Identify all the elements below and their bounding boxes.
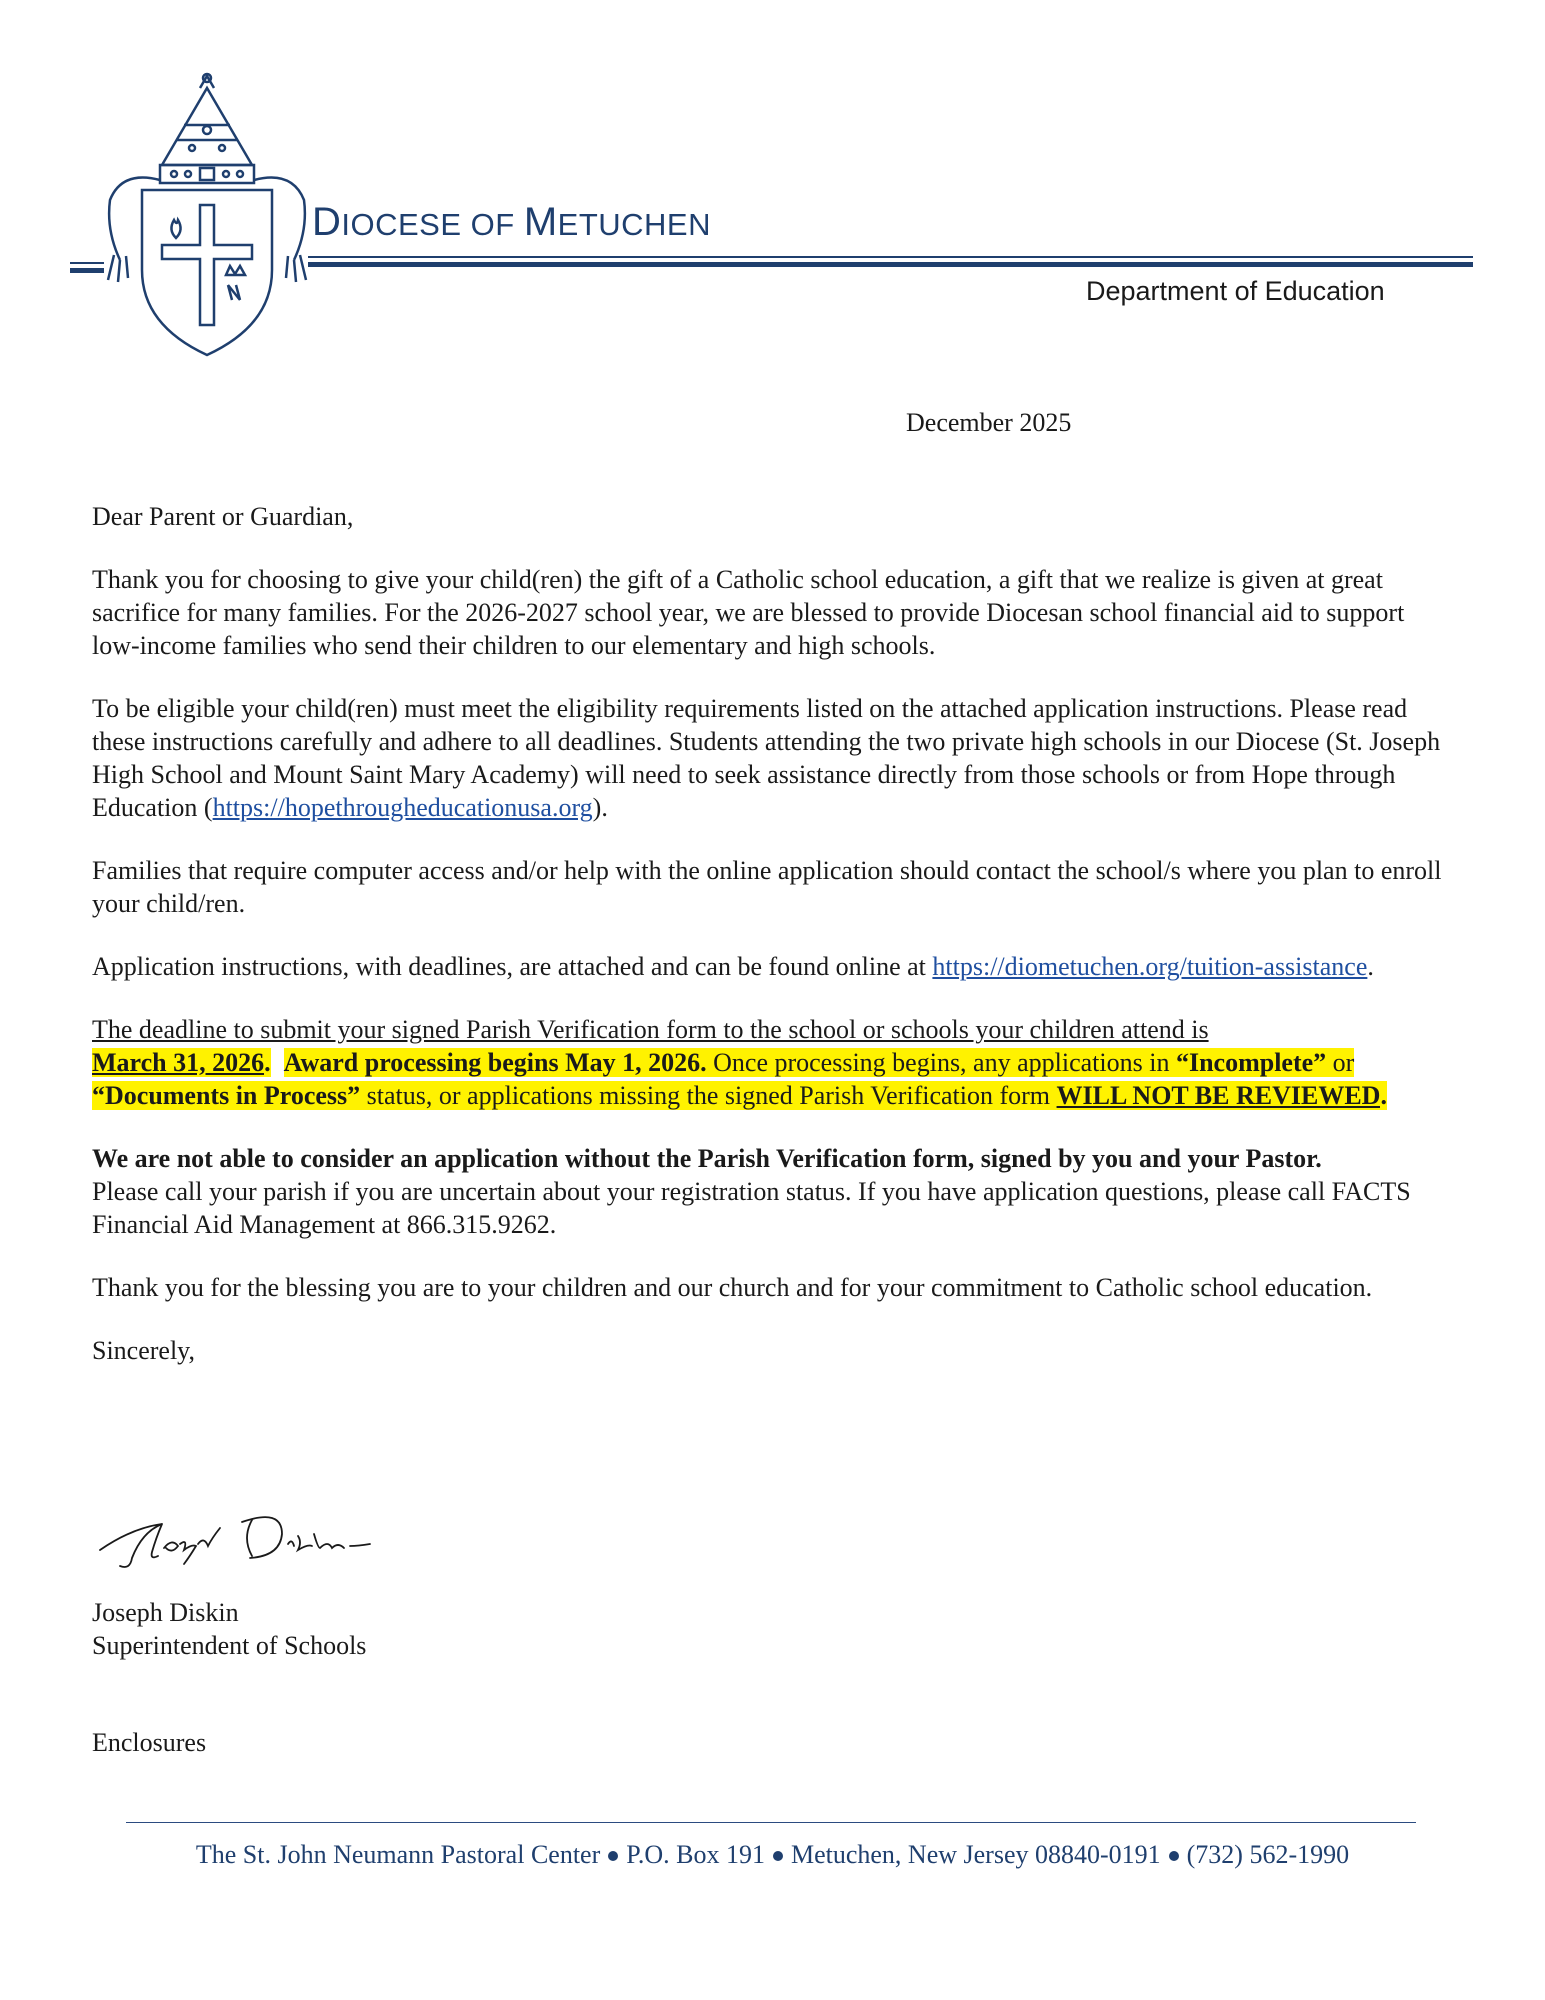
paragraph-4-end: . [1367, 952, 1374, 981]
letter-body [92, 500, 1452, 1397]
deadline-period: . [264, 1048, 271, 1077]
processing-note: Once processing begins, any applications in [706, 1048, 1176, 1077]
salutation: Dear Parent or Guardian, [92, 502, 354, 531]
hope-through-education-link[interactable]: https://hopethrougheducationusa.org [212, 793, 593, 822]
footer-city: Metuchen, New Jersey 08840-0191 [790, 1840, 1161, 1869]
signer-title: Superintendent of Schools [92, 1631, 367, 1660]
footer-po-box: P.O. Box 191 [626, 1840, 765, 1869]
diocese-crest-logo [92, 70, 322, 360]
status-or: or [1326, 1048, 1355, 1077]
org-name-part2: ETUCHEN [557, 207, 711, 242]
paragraph-2-end: ). [592, 793, 608, 822]
status-documents-in-process: “Documents in Process” [92, 1081, 361, 1110]
paragraph-4-text: Application instructions, with deadlines, are attached and can be found online at [92, 952, 933, 981]
footer-phone: (732) 562-1990 [1186, 1840, 1350, 1869]
paragraph-7: Thank you for the blessing you are to your children and our church and for your commitment to Catholic school education. [92, 1273, 1373, 1302]
org-initial-d: D [312, 200, 342, 244]
processing-note-middle: status, or applications missing the signed Parish Verification form [360, 1081, 1057, 1110]
will-not-be-reviewed-warning: WILL NOT BE REVIEWED [1056, 1081, 1381, 1110]
header-rule [308, 256, 1473, 270]
org-initial-m: M [523, 200, 558, 244]
header-rule-left [70, 262, 104, 272]
footer-rule [126, 1822, 1416, 1823]
letter-date: December 2025 [906, 408, 1072, 437]
organization-name [312, 200, 711, 245]
paragraph-1: Thank you for choosing to give your child(ren) the gift of a Catholic school education, a gift that we realize is given at great sacrifice for many families. For the 2026-2027 school year, we are blessed to provide Diocesan school financial aid to support low-income families who send their children to our elementary and high schools. [92, 565, 1405, 660]
paragraph-6-rest: Please call your parish if you are uncertain about your registration status. If you have application questions, please call FACTS Financial Aid Management at 866.315.9262. [92, 1177, 1411, 1239]
bullet-icon [608, 1851, 618, 1861]
status-incomplete: “Incomplete” [1175, 1048, 1327, 1077]
bullet-icon [1169, 1851, 1179, 1861]
deadline-intro: The deadline to submit your signed Parish Verification form to the school or schools your children attend is [92, 1015, 1209, 1044]
signer-block [92, 1596, 366, 1662]
paragraph-3: Families that require computer access and/or help with the online application should contact the school/s where you plan to enroll your child/ren. [92, 856, 1442, 918]
footer-address [0, 1840, 1545, 1870]
bullet-icon [773, 1851, 783, 1861]
parish-verification-notice: We are not able to consider an application without the Parish Verification form, signed by you and your Pastor. [92, 1144, 1322, 1173]
paragraph-5-deadline [92, 1013, 1452, 1112]
award-processing-date: Award processing begins May 1, 2026. [283, 1048, 707, 1077]
paragraph-2 [92, 692, 1452, 824]
warning-period: . [1380, 1081, 1387, 1110]
tuition-assistance-link[interactable]: https://diometuchen.org/tuition-assistance [932, 952, 1368, 981]
footer-center-name: The St. John Neumann Pastoral Center [195, 1840, 601, 1869]
paragraph-2-text: To be eligible your child(ren) must meet the eligibility requirements listed on the attached application instructions. Please read these instructions carefully and adhere to all deadlines. Students attending the two private high schools in our Diocese (St. Joseph High School and Mount Saint Mary Academy) will need to seek assistance directly from those schools or from Hope through Education ( [92, 694, 1441, 822]
deadline-date: March 31, 2026 [92, 1048, 265, 1077]
department-name: Department of Education [1086, 276, 1385, 306]
signer-name: Joseph Diskin [92, 1598, 239, 1627]
paragraph-6 [92, 1142, 1452, 1241]
org-name-part1: IOCESE OF [341, 207, 524, 242]
handwritten-signature [92, 1498, 392, 1578]
closing: Sincerely, [92, 1336, 195, 1365]
paragraph-4 [92, 950, 1452, 983]
enclosures-label: Enclosures [92, 1728, 207, 1757]
